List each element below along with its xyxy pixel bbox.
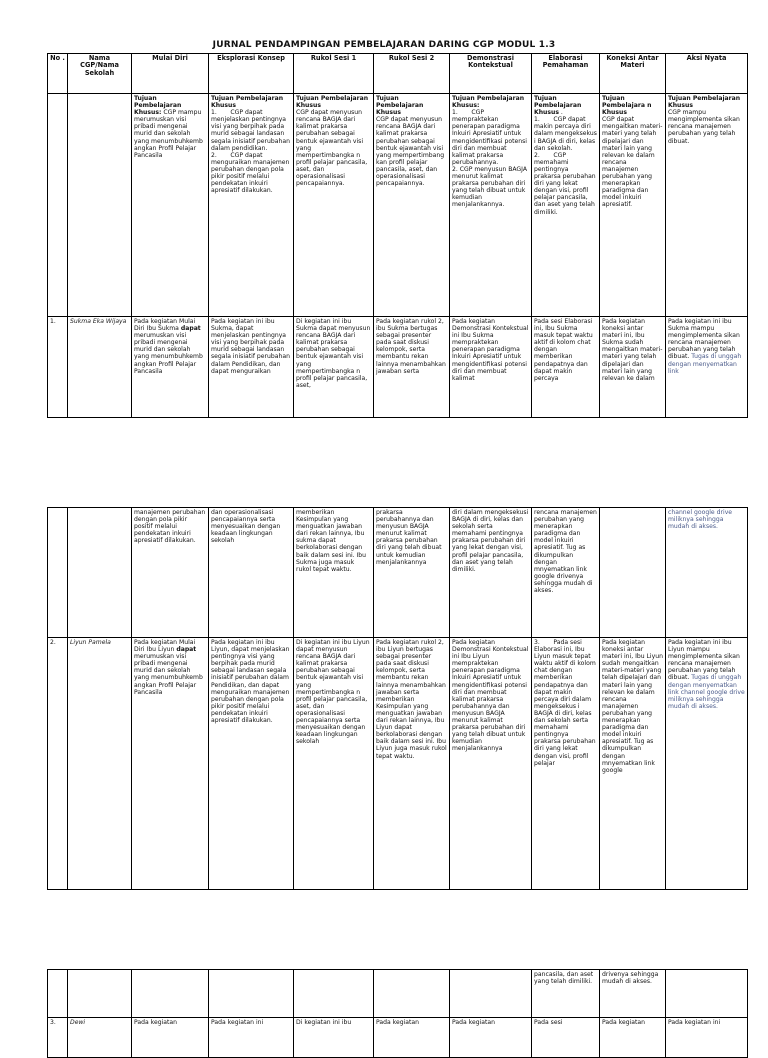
row-number [48,508,68,638]
table-cell [132,317,209,418]
objective-text: CGP dapat mengaitkan materi-materi yang telah dipelajari dan materi lain yang relevan ke dalam rencana manajemen perubahan yang menerapkan paradigma dan model inkuiri apresiatif. [602,116,663,209]
table-cell: Pada kegiatan koneksi antar materi ini, Ibu Liyun sudah mengaitkan materi-materi yang telah dipelajari dan materi lain yang relevan ke dalam rencana manajemen perubahan yang menerapkan paradigma dan model inkuiri apresiatif. Tug as dikumpulkan dengan mnyematkan link google [600,638,666,890]
table-cell: Di kegiatan ini ibu Liyun dapat menyusun rencana BAGJA dari kalimat prakarsa perubahan sebagai bentuk ejawantah visi yang mempertimbangka n profil pelajar pancasila, aset, dan operasionalisasi pencapaiannya serta menyesuaikan dengan keadaan lingkungan sekolah [294,638,374,890]
objective-cell [450,94,532,317]
objective-text: CGP mampu merumuskan visi pribadi mengenai murid dan sekolah yang menumbuhkemb angkan Profil Pelajar Pancasila [134,109,205,159]
participant-name [68,970,132,1018]
objective-cell [374,94,450,317]
journal-table-page-1 [47,53,748,418]
objective-title: Tujuan Pembelajaran Khusus [376,95,426,117]
document-title: JURNAL PENDAMPINGAN PEMBELAJARAN DARING CGP MODUL 1.3 [212,40,556,50]
objective-cell [132,94,209,317]
table-cell: Pada kegiatan ini [666,1018,748,1058]
header-aksi-nyata: Aksi Nyata [666,54,748,94]
table-cell: diri dalam mengeksekusi BAGJA di diri, kelas dan sekolah serta memahami pentingnya prakarsa perubahan diri yang lekat dengan visi, profil pelajar pancasila, dan aset yang telah dimiliki. [450,508,532,638]
objective-cell [666,94,748,317]
table-row [48,508,748,638]
participant-name: Liyun Pamela [68,638,132,890]
table-cell: Pada kegiatan [132,1018,209,1058]
table-cell [600,508,666,638]
objective-title: Tujuan Pembelajaran Khusus: [452,95,527,110]
participant-name: Dewi [68,1018,132,1058]
journal-table-page-2 [47,507,748,890]
objectives-no [48,94,68,317]
table-cell [132,638,209,890]
header-no: No . [48,54,68,94]
cell-text: Pada kegiatan Mulai Diri Ibu Liyun [134,639,198,654]
objective-title: Tujuan Pembelajaran Khusus [211,95,286,110]
table-cell: Pada kegiatan Demonstrasi Kontekstual ini Ibu Sukma mempraktekan penerapan paradigma Inkuiri Apresiatif untuk mengidentifikasi potensi diri dan membuat kalimat [450,317,532,418]
table-cell [132,970,209,1018]
objective-title: Tujuan Pembelajaran Khusus [534,95,584,117]
objective-text: CGP mampu mengimplementa sikan rencana manajemen perubahan yang telah dibuat. [668,109,742,145]
table-cell: rencana manajemen perubahan yang menerapkan paradigma dan model inkuiri apresiatif. Tug as dikumpulkan dengan mnyematkan link google drivenya sehingga mudah di akses. [532,508,600,638]
table-cell [294,970,374,1018]
objectives-name [68,94,132,317]
table-cell: prakarsa perubahannya dan menyusun BAGJA menurut kalimat prakarsa perubahan diri yang telah dibuat untuk kemudian menjalankannya [374,508,450,638]
objective-cell [532,94,600,317]
table-row [48,638,748,890]
table-cell: Pada sesi [532,1018,600,1058]
header-rukol-1: Rukol Sesi 1 [294,54,374,94]
table-cell: channel google drive miliknya sehingga mudah di akses. [666,508,748,638]
table-cell [666,317,748,418]
table-cell: Pada kegiatan koneksi antar materi ini, Ibu Sukma sudah mengaitkan materi-materi yang telah dipelajari dan materi lain yang relevan ke dalam [600,317,666,418]
table-cell: Pada kegiatan [600,1018,666,1058]
objective-text: 1. CGP dapat menjelaskan pentingnya visi yang berpihak pada murid sebagai landasan segala inisiatif perubahan dalam pendidikan. 2. CGP dapat menguraikan manajemen perubahan dengan pola pikir positif melalui pendekatan inkuiri apresiatif dilakukan. [211,109,290,195]
objective-text: 1. CGP mempraktekan penerapan paradigma Inkuiri Apresiatif untuk mengidentifikasi potensi diri dan membuat kalimat prakarsa perubahannya. 2. CGP menyusun BAGJA menurut kalimat prakarsa perubahan diri yang telah dibuat untuk kemudian menjalankannya. [452,109,528,209]
header-eksplorasi: Eksplorasi Konsep [209,54,294,94]
table-cell: Pada kegiatan rukol 2, ibu Liyun bertugas sebagai presenter pada saat diskusi kelompok, serta membantu rekan lainnya menambahkan jawaban serta memberikan Kesimpulan yang menguatkan jawaban dari rekan lainnya, Ibu Liyun dapat berkolaborasi dengan baik dalam sesi ini. Ibu Liyun juga masuk rukol tepat waktu. [374,638,450,890]
header-elaborasi: Elaborasi Pemahaman [532,54,600,94]
table-cell: pancasila, dan aset yang telah dimiliki. [532,970,600,1018]
cell-link-text: Tugas di unggah dengan menyematkan link channel google drive miliknya sehingga mudah di akses. [668,674,747,710]
table-row [48,317,748,418]
participant-name: Sukma Eka Wijaya [68,317,132,418]
table-cell [666,970,748,1018]
cell-text: merumuskan visi pribadi mengenai murid dan sekolah yang menumbuhkemb angkan Profil Pelajar Pancasila [134,325,205,375]
header-mulai-diri: Mulai Diri [132,54,209,94]
table-cell: memberikan Kesimpulan yang menguatkan jawaban dari rekan lainnya, Ibu sukma dapat berkolaborasi dengan baik dalam sesi ini. Ibu Sukma juga masuk rukol tepat waktu. [294,508,374,638]
table-row [48,970,748,1018]
objective-cell [294,94,374,317]
header-rukol-2: Rukol Sesi 2 [374,54,450,94]
table-cell: dan operasionalisasi pencapaiannya serta menyesuaikan dengan keadaan lingkungan sekolah [209,508,294,638]
table-cell: Pada kegiatan [450,1018,532,1058]
cell-link-text: Tugas di unggah dengan menyematkan link [668,353,744,375]
table-cell [450,970,532,1018]
header-demonstrasi: Demonstrasi Kontekstual [450,54,532,94]
cell-text-bold: dapat [180,325,201,333]
objective-text: CGP dapat menyusun rencana BAGJA dari kalimat prakarsa perubahan sebagai bentuk ejawantah visi yang mempertimbang kan profil pelajar pancasila, aset, dan operasionalisasi pencapaiannya. [376,116,447,188]
objective-cell [209,94,294,317]
cell-text: Pada kegiatan ini ibu Liyun mampu mengimplementa sikan rencana manajemen perubahan yang telah dibuat. [668,639,742,682]
objective-text: CGP dapat menyusun rencana BAGJA dari kalimat prakarsa perubahan sebagai bentuk ejawantah visi yang mempertimbangka n profil pelajar pancasila, aset, dan operasionalisasi pencapaiannya. [296,109,370,188]
row-number: 3. [48,1018,68,1058]
table-cell [209,970,294,1018]
table-cell: Pada kegiatan ini [209,1018,294,1058]
cell-text: merumuskan visi pribadi mengenai murid dan sekolah yang menumbuhkemb angkan Profil Pelajar Pancasila [134,646,205,696]
table-cell: Pada kegiatan ini ibu Liyun, dapat menjelaskan pentingnya visi yang berpihak pada murid sebagai landasan segala inisiatif perubahan dalam Pendidikan, dan dapat menguraikan manajemen perubahan dengan pola pikir positif melalui pendekatan inkuiri apresiatif dilakukan. [209,638,294,890]
table-cell: drivenya sehingga mudah di akses. [600,970,666,1018]
row-number: 1. [48,317,68,418]
table-cell: Pada kegiatan [374,1018,450,1058]
table-cell: Pada sesi Elaborasi ini, Ibu Sukma masuk tepat waktu aktif di kolom chat dengan memberikan pendapatnya dan dapat makin percaya [532,317,600,418]
table-cell [374,970,450,1018]
objective-title: Tujuan Pembelajara n Khusus [602,95,654,117]
objective-title: Tujuan Pembelajaran Khusus [296,95,371,110]
cell-text-bold: dapat [176,646,197,654]
row-number [48,970,68,1018]
table-cell: Di kegiatan ini ibu [294,1018,374,1058]
header-koneksi: Koneksi Antar Materi [600,54,666,94]
table-cell: Pada kegiatan Demonstrasi Kontekstual ini Ibu Liyun mempraktekan penerapan paradigma Inkuiri Apresiatif untuk mengidentifikasi potensi diri dan membuat kalimat prakarsa perubahannya dan menyusun BAGJA menurut kalimat prakarsa perubahan diri yang telah dibuat untuk kemudian menjalankannya [450,638,532,890]
cell-text: Pada kegiatan Mulai Diri Ibu Sukma [134,318,198,333]
table-cell: Pada kegiatan ini ibu Sukma, dapat menjelaskan pentingnya visi yang berpihak pada murid sebagai landasan segala inisiatif perubahan dalam Pendidikan, dan dapat menguraikan [209,317,294,418]
participant-name [68,508,132,638]
table-cell: Di kegiatan ini ibu Sukma dapat menyusun rencana BAGJA dari kalimat prakarsa perubahan sebagai bentuk ejawantah visi yang mempertimbangka n profil pelajar pancasila, aset, [294,317,374,418]
row-number: 2. [48,638,68,890]
table-cell [666,638,748,890]
objective-title: Tujuan Pembelajaran Khusus: [134,95,184,117]
objective-text: . 1. CGP dapat makin percaya diri dalam mengeksekus i BAGJA di diri, kelas dan sekolah. 2. CGP memahami pentingnya prakarsa perubahan diri yang lekat dengan visi, profil pelajar pancasila, dan aset yang telah dimiliki. [534,109,597,216]
table-cell: 3. Pada sesi Elaborasi ini, Ibu Liyun masuk tepat waktu aktif di kolom chat dengan memberikan pendapatnya dan dapat makin percaya diri dalam mengeksekus i BAGJA di diri, kelas dan sekolah serta memahami pentingnya prakarsa perubahan diri yang lekat dengan visi, profil pelajar [532,638,600,890]
objectives-row [48,94,748,317]
header-nama: Nama CGP/Nama Sekolah [68,54,132,94]
header-row [48,54,748,94]
journal-table-page-3 [47,969,748,1058]
table-cell: manajemen perubahan dengan pola pikir positif melalui pendekatan inkuiri apresiatif dilakukan. [132,508,209,638]
cell-text: Pada kegiatan ini ibu Sukma mampu mengimplementa sikan rencana manajemen perubahan yang telah dibuat. [668,318,742,361]
objective-title: Tujuan Pembelajaran Khusus [668,95,743,110]
objective-cell [600,94,666,317]
table-cell: Pada kegiatan rukol 2, ibu Sukma bertugas sebagai presenter pada saat diskusi kelompok, serta membantu rekan lainnya menambahkan jawaban serta [374,317,450,418]
